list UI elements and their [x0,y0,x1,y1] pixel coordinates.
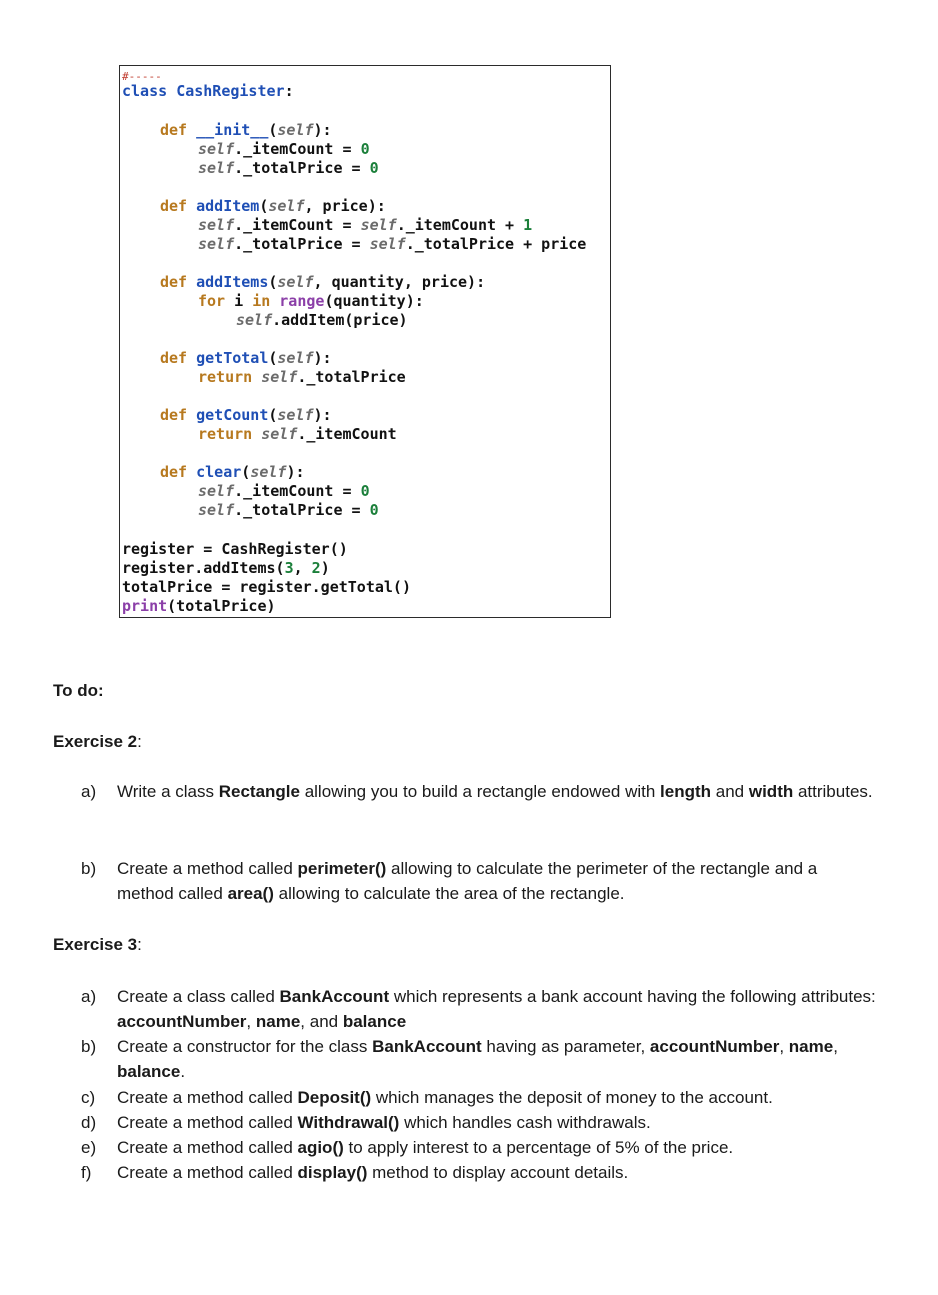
code-line-main-1: register = CashRegister() [122,540,348,558]
todo-heading: To do: [53,681,104,700]
code-comment: #----- [122,70,162,83]
code-block [119,65,611,618]
code-line-init-2: self._totalPrice = 0 [198,159,379,177]
code-line-def-getcount: def getCount(self): [160,406,332,424]
code-line-def-additem: def addItem(self, price): [160,197,386,215]
code-line-additem-2: self._totalPrice = self._totalPrice + price [198,235,587,253]
code-line-additems-2: self.addItem(price) [236,311,408,329]
code-line-class: class CashRegister: [122,82,294,100]
exercise-3-item-a: a) Create a class called BankAccount which represents a bank account having the following attributes: accountNumber, name, and balance [81,987,876,1031]
exercise-3-item-e: e) Create a method called agio() to apply interest to a percentage of 5% of the price. [81,1138,734,1157]
exercise-2-heading: Exercise 2: [53,732,142,751]
code-line-additem-1: self._itemCount = self._itemCount + 1 [198,216,533,234]
code-line-main-4: print(totalPrice) [122,597,276,615]
code-line-getcount-1: return self._itemCount [198,425,397,443]
exercise-2-item-b: b) Create a method called perimeter() allowing to calculate the perimeter of the rectangle and a method called area() allowing to calculate the area of the rectangle. [81,859,818,903]
code-line-def-init: def __init__(self): [160,121,332,139]
code-line-clear-1: self._itemCount = 0 [198,482,370,500]
code-line-additems-1: for i in range(quantity): [198,292,424,310]
exercise-2-item-a: a) Write a class Rectangle allowing you to build a rectangle endowed with length and width attributes. [81,782,873,801]
exercise-3-item-d: d) Create a method called Withdrawal() which handles cash withdrawals. [81,1113,651,1132]
code-line-gettotal-1: return self._totalPrice [198,368,406,386]
code-line-def-gettotal: def getTotal(self): [160,349,332,367]
code-line-def-clear: def clear(self): [160,463,305,481]
code-line-clear-2: self._totalPrice = 0 [198,501,379,519]
code-line-main-3: totalPrice = register.getTotal() [122,578,411,596]
code-line-main-2: register.addItems(3, 2) [122,559,330,577]
exercise-3-heading: Exercise 3: [53,935,142,954]
exercise-3-item-f: f) Create a method called display() method to display account details. [81,1163,629,1182]
exercise-3-item-b: b) Create a constructor for the class BankAccount having as parameter, accountNumber, name, balance. [81,1037,838,1081]
code-line-def-additems: def addItems(self, quantity, price): [160,273,486,291]
code-line-init-1: self._itemCount = 0 [198,140,370,158]
exercise-3-item-c: c) Create a method called Deposit() which manages the deposit of money to the account. [81,1088,773,1107]
